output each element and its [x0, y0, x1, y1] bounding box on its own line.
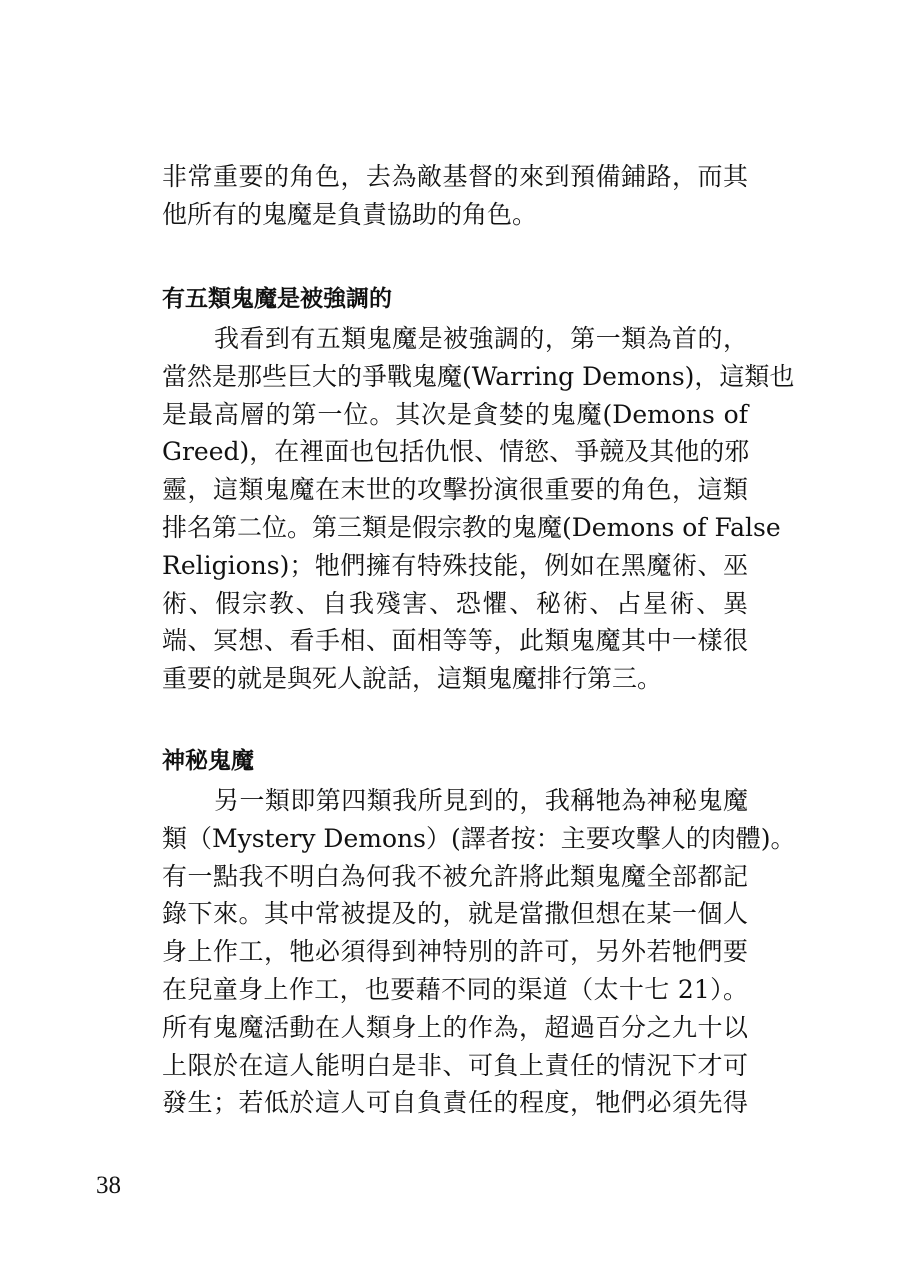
text-line: 端、冥想、看手相、面相等等，此類鬼魔其中一樣很: [162, 626, 748, 656]
text-line: Greed)，在裡面也包括仇恨、情慾、爭競及其他的邪: [162, 437, 750, 467]
mystery-demons-paragraph: [162, 782, 796, 1122]
text-line: 當然是那些巨大的爭戰鬼魔(Warring Demons)，這類也: [162, 361, 795, 391]
text-line: 在兒童身上作工，也要藉不同的渠道（太十七 21）。: [162, 974, 748, 1004]
text-line: 上限於在這人能明白是非、可負上責任的情況下才可: [162, 1050, 748, 1080]
text-line: 有一點我不明白為何我不被允許將此類鬼魔全部都記: [162, 861, 748, 891]
page-number: 38: [96, 1172, 121, 1199]
text-line: 他所有的鬼魔是負責協助的角色。: [162, 199, 538, 229]
text-line: Religions)；牠們擁有特殊技能，例如在黑魔術、巫: [162, 550, 748, 580]
text-line: 非常重要的角色，去為敵基督的來到預備鋪路，而其: [162, 162, 748, 191]
text-line: 術、假宗教、自我殘害、恐懼、秘術、占星術、異: [162, 588, 748, 618]
text-line: 所有鬼魔活動在人類身上的作為，超過百分之九十以: [162, 1012, 748, 1042]
section-heading-mystery-demons: 神秘鬼魔: [162, 748, 254, 774]
text-line: 類（Mystery Demons）(譯者按：主要攻擊人的肉體)。: [162, 823, 796, 853]
text-line: 重要的就是與死人說話，這類鬼魔排行第三。: [162, 664, 663, 694]
text-line: 靈，這類鬼魔在末世的攻擊扮演很重要的角色，這類: [162, 475, 748, 505]
text-line: 是最高層的第一位。其次是貪婪的鬼魔(Demons of: [162, 399, 748, 429]
five-types-paragraph: [162, 320, 795, 698]
text-line: 我看到有五類鬼魔是被強調的，第一類為首的，: [214, 324, 748, 353]
text-line: 排名第二位。第三類是假宗教的鬼魔(Demons of False: [162, 512, 781, 542]
text-line: 錄下來。其中常被提及的，就是當撒但想在某一個人: [162, 899, 748, 929]
text-line: 另一類即第四類我所見到的，我稱牠為神秘鬼魔: [214, 786, 748, 815]
intro-paragraph: [162, 158, 748, 234]
text-line: 身上作工，牠必須得到神特別的許可，另外若牠們要: [162, 937, 748, 967]
section-heading-five-types: 有五類鬼魔是被強調的: [162, 286, 392, 312]
text-line: 發生；若低於這人可自負責任的程度，牠們必須先得: [162, 1088, 748, 1118]
